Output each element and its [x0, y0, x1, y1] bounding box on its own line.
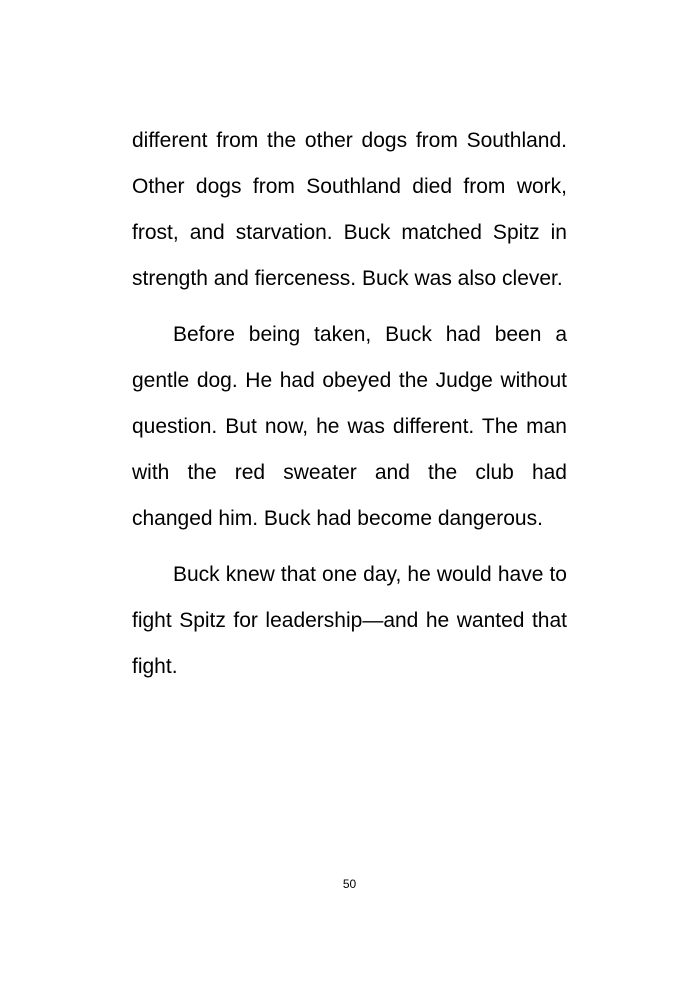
paragraph-continued: different from the other dogs from Southland. Other dogs from Southland died from work, frost, and starvation. Buck matched Spitz in strength and fierceness. Buck was also clever. — [132, 129, 567, 290]
paragraph: Before being taken, Buck had been a gentle dog. He had obeyed the Judge without question. But now, he was different. The man with the red sweater and the club had changed him. Buck had become dangerous. — [132, 323, 567, 530]
page-number: 50 — [342, 877, 357, 891]
paragraph: Buck knew that one day, he would have to fight Spitz for leadership—and he wanted that fight. — [132, 563, 567, 678]
body-text — [132, 118, 567, 690]
